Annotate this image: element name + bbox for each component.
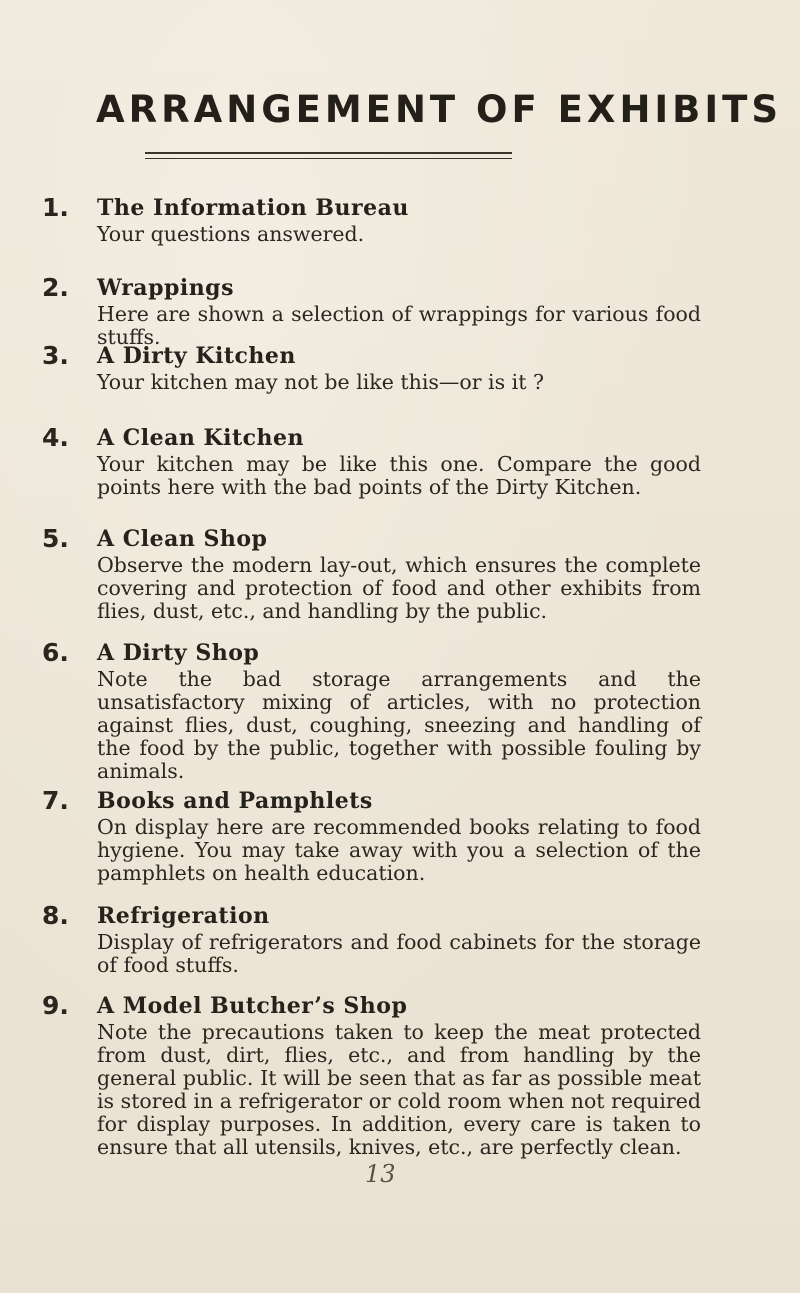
exhibit-number: 4. [42, 423, 69, 452]
exhibit-number: 9. [42, 991, 69, 1020]
exhibit-heading: A Clean Shop [97, 526, 268, 552]
title-rule-bottom [145, 158, 512, 159]
exhibit-description: Display of refrigerators and food cabinets for the storage of food stuffs. [97, 930, 701, 977]
exhibit-number: 3. [42, 341, 69, 370]
exhibit-description: Observe the modern lay-out, which ensures the complete covering and protection of food and other exhibits from flies, dust, etc., and handling by the public. [97, 553, 701, 623]
exhibit-number: 8. [42, 901, 69, 930]
exhibit-heading: Books and Pamphlets [97, 788, 373, 814]
exhibit-description: Your kitchen may be like this one. Compare the good points here with the bad points of the Dirty Kitchen. [97, 452, 701, 499]
page-title: ARRANGEMENT OF EXHIBITS [96, 88, 783, 131]
exhibit-description: On display here are recommended books relating to food hygiene. You may take away with you a selection of the pamphlets on health education. [97, 815, 701, 885]
exhibit-description: Note the precautions taken to keep the meat protected from dust, dirt, flies, etc., and from handling by the general public. It will be seen that as far as possible meat is stored in a refrigerator or cold room when not required for display purposes. In addition, every care is taken to ensure that all utensils, knives, etc., are perfectly clean. [97, 1020, 701, 1159]
exhibit-heading: A Model Butcher’s Shop [97, 993, 408, 1019]
exhibit-description: Here are shown a selection of wrappings for various food stuffs. [97, 302, 701, 349]
exhibit-heading: A Dirty Shop [97, 640, 260, 666]
page-number: 13 [365, 1160, 396, 1188]
exhibit-heading: Wrappings [97, 275, 234, 301]
exhibit-description: Your kitchen may not be like this—or is it ? [97, 370, 544, 394]
exhibit-number: 7. [42, 786, 69, 815]
exhibit-number: 2. [42, 273, 69, 302]
exhibit-heading: A Clean Kitchen [97, 425, 305, 451]
exhibit-description: Your questions answered. [97, 222, 365, 246]
exhibit-description: Note the bad storage arrangements and the unsatisfactory mixing of articles, with no protection against flies, dust, coughing, sneezing and handling of the food by the public, together with possible fouling by animals. [97, 667, 701, 783]
exhibit-heading: Refrigeration [97, 903, 270, 929]
exhibit-heading: The Information Bureau [97, 195, 409, 221]
exhibit-number: 6. [42, 638, 69, 667]
exhibit-number: 1. [42, 193, 69, 222]
exhibit-heading: A Dirty Kitchen [97, 343, 296, 369]
title-rule-top [145, 152, 512, 154]
exhibit-number: 5. [42, 524, 69, 553]
